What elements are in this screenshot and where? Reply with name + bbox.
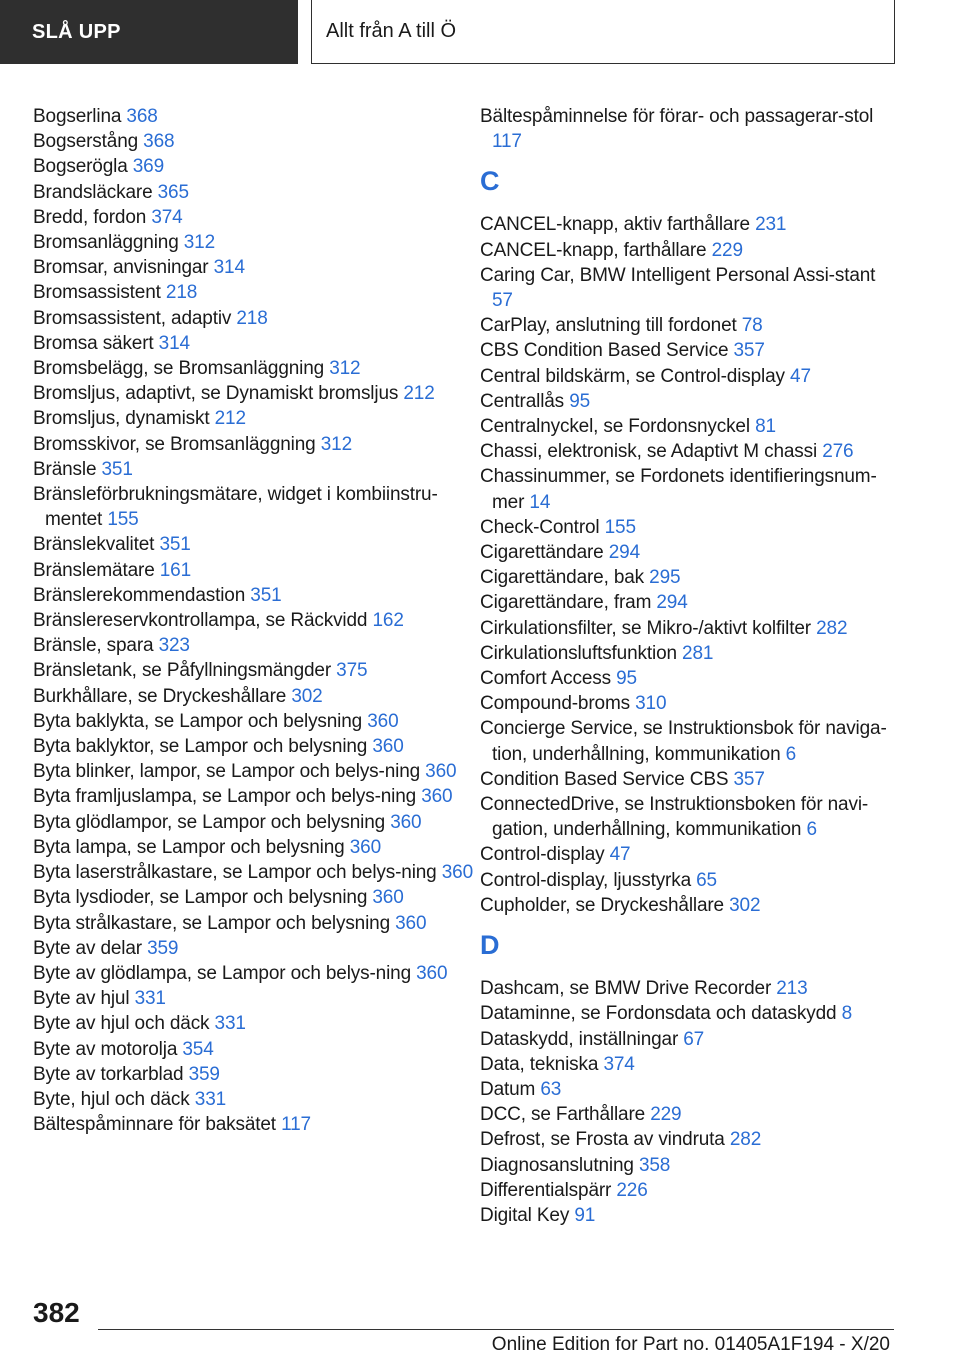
index-entry-page-link[interactable]: 8	[841, 1003, 852, 1025]
index-entry-term: Bränsleförbrukningsmätare, widget i kombiinstru‐mentet	[33, 484, 438, 531]
index-entry	[480, 1153, 900, 1178]
index-entry-page-link[interactable]: 65	[696, 869, 717, 891]
index-entry	[480, 389, 900, 414]
index-entry	[33, 911, 483, 936]
index-entry	[480, 313, 900, 338]
index-entry	[480, 1077, 900, 1102]
index-entry	[33, 658, 483, 683]
index-entry-page-link[interactable]: 360	[367, 710, 399, 732]
index-entry	[33, 129, 483, 154]
index-entry-page-link[interactable]: 67	[683, 1028, 705, 1050]
index-entry	[480, 1203, 900, 1228]
index-entry-page-link[interactable]: 81	[755, 416, 776, 438]
index-entry-page-link[interactable]: 302	[729, 894, 761, 916]
index-entry-term: Differentialspärr	[480, 1179, 612, 1201]
index-entry-page-link[interactable]: 360	[395, 912, 427, 934]
index-entry-page-link[interactable]: 314	[213, 257, 245, 279]
index-entry	[33, 1011, 483, 1036]
index-entry	[33, 860, 483, 885]
index-entry-page-link[interactable]: 365	[157, 181, 189, 203]
index-entry	[33, 255, 483, 280]
index-entry-term: Bränslerekommendastion	[33, 584, 246, 606]
index-entry-term: Bromsbelägg, se Bromsanläggning	[33, 358, 325, 380]
index-entry-page-link[interactable]: 95	[616, 668, 637, 690]
section-letter-c: C	[480, 166, 500, 197]
index-entry	[480, 590, 900, 615]
index-entry	[33, 104, 483, 129]
index-entry	[480, 1102, 900, 1127]
index-entry-page-link[interactable]: 117	[492, 131, 522, 153]
index-entry-term: Dataskydd, inställningar	[480, 1028, 679, 1050]
index-entry-term: Byte av hjul och däck	[33, 1013, 210, 1035]
index-entry-term: Central bildskärm, se Control-display	[480, 365, 785, 387]
index-entry	[33, 784, 483, 809]
index-entry-term: DCC, se Farthållare	[480, 1104, 646, 1126]
index-entry-page-link[interactable]: 95	[569, 390, 591, 412]
index-entry-page-link[interactable]: 47	[609, 844, 631, 866]
index-entry-page-link[interactable]: 360	[372, 736, 404, 758]
index-entry-page-link[interactable]: 155	[604, 516, 636, 538]
index-entry	[480, 439, 900, 464]
index-entry	[480, 842, 900, 867]
index-entry-page-link[interactable]: 117	[281, 1114, 311, 1136]
index-entry-term: Byte, hjul och däck	[33, 1088, 190, 1110]
index-entry-term: Chassinummer, se Fordonets identifieringsnum‐mer	[480, 466, 877, 513]
index-entry	[480, 1001, 900, 1026]
index-entry-term: Burkhållare, se Dryckeshållare	[33, 685, 287, 707]
index-entry-term: Bogserstång	[33, 131, 139, 153]
footer-edition-text: Online Edition for Part no. 01405A1F194 - X/20	[491, 1334, 890, 1355]
index-entry-page-link[interactable]: 374	[603, 1053, 635, 1075]
index-entry-term: Bromsassistent, adaptiv	[33, 307, 232, 329]
index-entry-page-link[interactable]: 331	[134, 988, 166, 1010]
index-entry-page-link[interactable]: 359	[147, 937, 179, 959]
index-entry-term: Byte av torkarblad	[33, 1063, 184, 1085]
index-entry-term: Compound-broms	[480, 693, 630, 715]
index-entry-page-link[interactable]: 162	[372, 610, 404, 632]
index-entry	[480, 540, 900, 565]
index-entry-term: Byta framljuslampa, se Lampor och belys‐ning	[33, 786, 417, 808]
index-entry	[480, 767, 900, 792]
index-entry-page-link[interactable]: 360	[421, 786, 453, 808]
index-entry-term: Byta laserstrålkastare, se Lampor och belys‐ning	[33, 862, 437, 884]
index-entry-term: Digital Key	[480, 1204, 570, 1226]
index-entry-page-link[interactable]: 358	[638, 1154, 671, 1176]
index-entry-term: Defrost, se Frosta av vindruta	[480, 1129, 725, 1151]
index-entry-page-link[interactable]: 212	[403, 383, 435, 405]
section-letter-d: D	[480, 930, 500, 961]
tab-a-to-z[interactable]: Allt från A till Ö	[311, 0, 895, 64]
index-entry	[480, 1027, 900, 1052]
index-entry-term: CarPlay, anslutning till fordonet	[480, 315, 737, 337]
index-entry-term: Byta blinker, lampor, se Lampor och belys‐ning	[33, 761, 421, 783]
index-entry-term: Control-display	[480, 844, 605, 866]
index-entry	[480, 893, 900, 918]
index-entry	[33, 230, 483, 255]
index-entry-page-link[interactable]: 351	[250, 584, 282, 606]
index-entry-page-link[interactable]: 351	[101, 458, 133, 480]
index-entry-term: Bromsassistent	[33, 282, 161, 304]
index-entry-term: CANCEL-knapp, farthållare	[480, 239, 707, 261]
index-entry-page-link[interactable]: 302	[291, 685, 323, 707]
index-entry	[480, 641, 900, 666]
index-entry-page-link[interactable]: 229	[711, 239, 743, 261]
index-entry-page-link[interactable]: 359	[188, 1063, 220, 1085]
index-entry-page-link[interactable]: 161	[159, 559, 192, 581]
index-entry-term: Cigarettändare	[480, 542, 604, 564]
index-entry	[480, 238, 900, 263]
index-entry	[33, 759, 483, 784]
index-entry	[480, 716, 900, 766]
index-entry-page-link[interactable]: 354	[182, 1038, 214, 1060]
index-entry-term: Condition Based Service CBS	[480, 768, 729, 790]
index-entry-term: Centralnyckel, se Fordonsnyckel	[480, 416, 750, 438]
index-entry	[33, 684, 483, 709]
index-entry-term: Cigarettändare, bak	[480, 567, 645, 589]
index-entry	[480, 212, 900, 237]
index-entry-page-link[interactable]: 360	[416, 962, 448, 984]
index-entry	[480, 1127, 900, 1152]
index-entry	[33, 432, 483, 457]
index-entry	[33, 532, 483, 557]
index-entry-term: Bränslereservkontrollampa, se Räckvidd	[33, 610, 368, 632]
index-entry-page-link[interactable]: 91	[574, 1204, 596, 1226]
index-entry-term: Byte av motorolja	[33, 1038, 178, 1060]
index-entry-term: Byta strålkastare, se Lampor och belysning	[33, 912, 390, 934]
index-entry-term: Byta lampa, se Lampor och belysning	[33, 836, 345, 858]
index-entry-page-link[interactable]: 331	[214, 1013, 246, 1035]
index-entry-page-link[interactable]: 6	[785, 743, 797, 765]
index-entry-term: Byte av glödlampa, se Lampor och belys‐ning	[33, 962, 411, 984]
index-entry	[33, 986, 483, 1011]
index-entry-page-link[interactable]: 351	[159, 534, 191, 556]
index-entry-page-link[interactable]: 281	[682, 642, 714, 664]
index-entry-term: Cirkulationsluftsfunktion	[480, 642, 677, 664]
index-entry-page-link[interactable]: 295	[649, 567, 681, 589]
index-entry-page-link[interactable]: 312	[329, 358, 361, 380]
index-entry-page-link[interactable]: 282	[729, 1129, 762, 1151]
index-entry-term: Bränsletank, se Påfyllningsmängder	[33, 660, 332, 682]
index-entry-term: Diagnosanslutning	[480, 1154, 634, 1176]
index-entry	[480, 666, 900, 691]
index-entry	[33, 633, 483, 658]
index-entry-page-link[interactable]: 310	[635, 693, 667, 715]
index-entry-term: Bromsa säkert	[33, 332, 154, 354]
index-entry-term: Byta glödlampor, se Lampor och belysning	[33, 811, 386, 833]
index-entry	[33, 608, 483, 633]
footer-divider	[98, 1329, 894, 1330]
index-entry	[33, 205, 483, 230]
index-entry-page-link[interactable]: 155	[107, 509, 139, 531]
index-entry-term: Comfort Access	[480, 668, 611, 690]
index-entry	[480, 464, 900, 514]
index-entry	[480, 515, 900, 540]
index-entry	[33, 885, 483, 910]
index-entry-page-link[interactable]: 231	[755, 214, 787, 236]
index-entry	[480, 976, 900, 1001]
index-entry	[480, 616, 900, 641]
index-entry	[33, 280, 483, 305]
page-header	[0, 0, 960, 66]
index-entry-term: CBS Condition Based Service	[480, 340, 729, 362]
index-entry-term: Brandsläckare	[33, 181, 153, 203]
index-entry-term: Bromsar, anvisningar	[33, 257, 209, 279]
index-entry-page-link[interactable]: 57	[492, 290, 513, 312]
index-entry-term: Dataminne, se Fordonsdata och dataskydd	[480, 1003, 837, 1025]
index-entry-term: Caring Car, BMW Intelligent Personal Assi‐stant	[480, 264, 876, 286]
index-entry-page-link[interactable]: 360	[441, 862, 474, 884]
tab-lookup[interactable]: SLÅ UPP	[0, 0, 298, 64]
index-entry	[33, 406, 483, 431]
index-entry-page-link[interactable]: 14	[529, 491, 551, 513]
index-entry	[33, 180, 483, 205]
index-entry	[480, 104, 900, 154]
index-entry-term: Data, tekniska	[480, 1053, 599, 1075]
index-entry	[33, 936, 483, 961]
index-entry-term: Bromsanläggning	[33, 232, 179, 254]
index-entry-page-link[interactable]: 312	[183, 232, 216, 254]
index-entry-term: Bogserlina	[33, 106, 122, 127]
index-entry-page-link[interactable]: 374	[151, 206, 183, 228]
index-entry-term: Check-Control	[480, 516, 600, 538]
index-group-c	[480, 212, 900, 918]
index-entry-page-link[interactable]: 368	[143, 131, 175, 153]
index-entry	[33, 1037, 483, 1062]
index-entry	[33, 306, 483, 331]
index-entry	[33, 1112, 483, 1137]
index-entry-term: Centrallås	[480, 390, 565, 412]
index-entry-term: Bromsljus, dynamiskt	[33, 408, 210, 430]
index-entry	[33, 331, 483, 356]
index-entry	[33, 558, 483, 583]
index-column-left	[33, 104, 483, 1137]
index-entry-page-link[interactable]: 294	[608, 542, 640, 564]
index-entry-term: Cupholder, se Dryckeshållare	[480, 894, 724, 916]
index-group-d	[480, 976, 900, 1228]
index-entry-term: Chassi, elektronisk, se Adaptivt M chassi	[480, 441, 818, 463]
index-entry-page-link[interactable]: 375	[336, 660, 368, 682]
index-entry-page-link[interactable]: 360	[349, 836, 381, 858]
index-entry-term: Bränsle	[33, 458, 97, 480]
index-entry	[480, 868, 900, 893]
index-entry	[33, 961, 483, 986]
index-entry-page-link[interactable]: 369	[132, 156, 165, 178]
index-entry-term: Bränsle, spara	[33, 635, 154, 657]
index-entry-page-link[interactable]: 314	[158, 332, 190, 354]
index-entry-term: CANCEL-knapp, aktiv farthållare	[480, 214, 750, 236]
index-entry-term: Bromsskivor, se Bromsanläggning	[33, 433, 316, 455]
index-entry	[480, 263, 900, 313]
index-entry-term: Cigarettändare, fram	[480, 592, 652, 614]
index-entry	[480, 691, 900, 716]
index-entry	[480, 1178, 900, 1203]
index-entry-term: Concierge Service, se Instruktionsbok för naviga‐tion, underhållning, kommunikation	[480, 718, 887, 765]
index-entry-page-link[interactable]: 312	[320, 433, 352, 455]
index-entry	[480, 1052, 900, 1077]
index-entry-page-link[interactable]: 47	[790, 365, 811, 387]
index-entry-page-link[interactable]: 218	[236, 307, 268, 329]
index-entry	[33, 810, 483, 835]
index-entry-page-link[interactable]: 357	[733, 768, 765, 790]
index-entry-term: Bältespåminnare för baksätet	[33, 1114, 276, 1136]
page-number: 382	[33, 1297, 80, 1328]
index-entry-page-link[interactable]: 226	[616, 1179, 648, 1201]
index-entry-page-link[interactable]: 78	[741, 315, 763, 337]
index-entry	[33, 1087, 483, 1112]
index-entry-page-link[interactable]: 360	[390, 811, 422, 833]
index-entry-term: Dashcam, se BMW Drive Recorder	[480, 978, 772, 1000]
index-entry-term: Byta lysdioder, se Lampor och belysning	[33, 887, 368, 909]
index-entry	[480, 364, 900, 389]
index-entry-term: Byte av delar	[33, 937, 142, 959]
index-entry-page-link[interactable]: 218	[165, 282, 198, 304]
index-column-right	[480, 104, 900, 1228]
index-group-continued	[480, 104, 900, 154]
index-entry	[480, 338, 900, 363]
index-entry	[480, 565, 900, 590]
index-entry	[480, 414, 900, 439]
index-entry-page-link[interactable]: 276	[822, 441, 854, 463]
index-entry-term: Bredd, fordon	[33, 206, 147, 228]
index-entry-page-link[interactable]: 368	[126, 106, 158, 127]
index-entry	[480, 792, 900, 842]
index-entry-page-link[interactable]: 229	[650, 1104, 682, 1126]
index-entry-page-link[interactable]: 212	[214, 408, 246, 430]
index-entry-term: Bränslemätare	[33, 559, 155, 581]
index-entry-term: Datum	[480, 1078, 536, 1100]
index-entry	[33, 1062, 483, 1087]
index-entry	[33, 734, 483, 759]
index-entry-page-link[interactable]: 331	[194, 1088, 227, 1110]
index-entry	[33, 482, 483, 532]
index-entry-term: Byta baklykta, se Lampor och belysning	[33, 710, 363, 732]
index-entry-page-link[interactable]: 63	[540, 1078, 562, 1100]
index-entry-term: Control-display, ljusstyrka	[480, 869, 691, 891]
index-entry-page-link[interactable]: 282	[816, 617, 848, 639]
index-entry-page-link[interactable]: 360	[372, 887, 404, 909]
index-entry-page-link[interactable]: 213	[776, 978, 808, 1000]
index-entry-term: ConnectedDrive, se Instruktionsboken för navi‐gation, underhållning, kommunikation	[480, 794, 869, 841]
index-entry-page-link[interactable]: 357	[733, 340, 765, 362]
index-entry	[33, 835, 483, 860]
index-entry	[33, 709, 483, 734]
index-entry-page-link[interactable]: 323	[158, 635, 190, 657]
index-entry	[33, 457, 483, 482]
index-entry-page-link[interactable]: 360	[425, 761, 457, 783]
index-entry-term: Byte av hjul	[33, 988, 130, 1010]
index-entry	[33, 356, 483, 381]
index-entry	[33, 154, 483, 179]
index-entry-term: Bromsljus, adaptivt, se Dynamiskt bromsljus	[33, 383, 399, 405]
index-entry	[33, 583, 483, 608]
index-entry-page-link[interactable]: 6	[806, 819, 817, 841]
index-entry-page-link[interactable]: 294	[656, 592, 688, 614]
index-entry-term: Bältespåminnelse för förar- och passagerar‐stol	[480, 106, 874, 127]
index-entry-term: Bogserögla	[33, 156, 128, 178]
index-entry	[33, 381, 483, 406]
index-entry-term: Cirkulationsfilter, se Mikro-/aktivt kolfilter	[480, 617, 811, 639]
index-entry-term: Bränslekvalitet	[33, 534, 155, 556]
index-entry-term: Byta baklyktor, se Lampor och belysning	[33, 736, 368, 758]
